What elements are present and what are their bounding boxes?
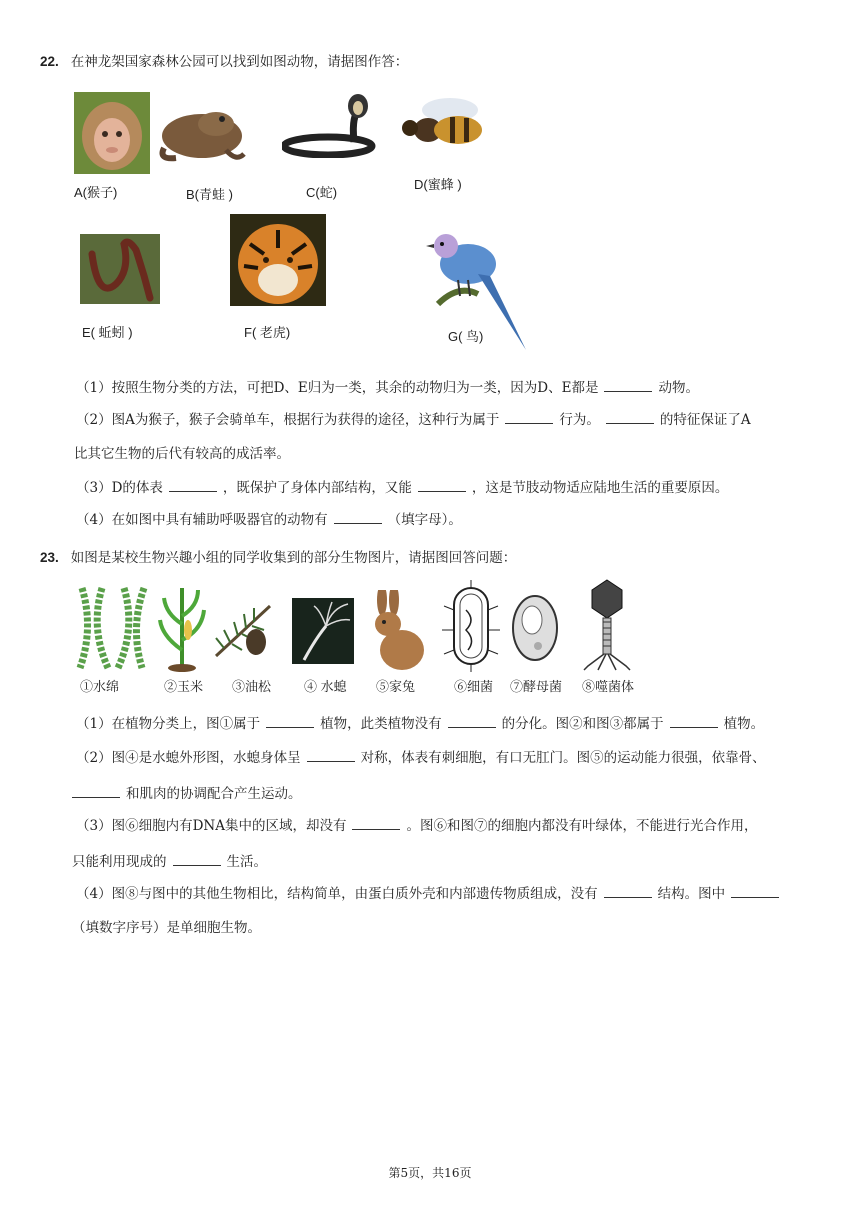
bacteriophage-image (582, 578, 632, 672)
answer-blank[interactable] (334, 511, 382, 524)
caption-c: C(蛇) (306, 185, 338, 200)
bacteria-image (440, 580, 502, 672)
caption-5: ⑤家兔 (376, 679, 416, 694)
caption-4: ④ 水螅 (304, 679, 347, 694)
q22-sub-2-continued: 比其它生物的后代有较高的成活率。 (74, 446, 290, 462)
caption-f: F( 老虎) (244, 325, 291, 340)
answer-blank[interactable] (418, 479, 466, 492)
answer-blank[interactable] (604, 885, 652, 898)
q22-sub-3: （3）D的体表 ，既保护了身体内部结构，又能 ，这是节肢动物适应陆地生活的重要原因。 (76, 480, 729, 496)
q23-sub-3: （3）图⑥细胞内有DNA集中的区域，却没有 。图⑥和图⑦的细胞内都没有叶绿体，不能进行光合作用， (76, 818, 758, 834)
answer-blank[interactable] (266, 715, 314, 728)
q22-sub-2: （2）图A为猴子，猴子会骑单车，根据行为获得的途径，这种行为属于 行为。 的特征保证了A (76, 412, 751, 428)
caption-d: D(蜜蜂 ) (414, 177, 462, 192)
answer-blank[interactable] (307, 749, 355, 762)
q23-sub-1: （1）在植物分类上，图①属于 植物，此类植物没有 的分化。图②和图③都属于 植物。 (76, 716, 765, 732)
answer-blank[interactable] (731, 885, 779, 898)
q23-sub-3-continued: 只能利用现成的 生活。 (72, 854, 267, 870)
caption-a: A(猴子) (74, 185, 118, 200)
caption-g: G( 鸟) (448, 329, 484, 344)
earthworm-image (80, 234, 160, 304)
q22-sub-4: （4）在如图中具有辅助呼吸器官的动物有 （填字母）。 (76, 512, 462, 528)
caption-e: E( 蚯蚓 ) (82, 325, 133, 340)
caption-3: ③油松 (232, 679, 272, 694)
caption-6: ⑥细菌 (454, 679, 494, 694)
pine-image (212, 596, 276, 664)
caption-b: B(青蛙 ) (186, 187, 233, 202)
rabbit-image (362, 590, 428, 672)
answer-blank[interactable] (352, 817, 400, 830)
q23-sub-2-continued: 和肌肉的协调配合产生运动。 (72, 782, 302, 802)
caption-8: ⑧噬菌体 (582, 679, 635, 694)
q23-sub-4: （4）图⑧与图中的其他生物相比，结构简单，由蛋白质外壳和内部遗传物质组成，没有 结构。图中 (76, 884, 820, 904)
q23-sub-4-continued: （填数字序号）是单细胞生物。 (72, 920, 261, 936)
caption-2: ②玉米 (164, 679, 204, 694)
q22-sub-1: （1）按照生物分类的方法，可把D、E归为一类，其余的动物归为一类，因为D、E都是 动物。 (76, 380, 699, 396)
answer-blank[interactable] (606, 411, 654, 424)
answer-blank[interactable] (173, 853, 221, 866)
question-number: 23. (40, 550, 59, 565)
answer-blank[interactable] (670, 715, 718, 728)
monkey-image (74, 92, 150, 174)
answer-blank[interactable] (169, 479, 217, 492)
yeast-image (508, 590, 562, 664)
frog-image (156, 104, 248, 164)
caption-1: ①水绵 (80, 679, 120, 694)
bee-image (388, 90, 498, 160)
q23-sub-2: （2）图④是水螅外形图，水螅身体呈 对称，体表有刺细胞，有口无肛门。图⑤的运动能力很强，依靠骨、 (76, 750, 766, 766)
question-22-stem (40, 50, 408, 70)
question-text: 如图是某校生物兴趣小组的同学收集到的部分生物图片，请据图回答问题： (70, 550, 517, 566)
answer-blank[interactable] (72, 785, 120, 798)
answer-blank[interactable] (505, 411, 553, 424)
spirogyra-image (74, 586, 148, 670)
answer-blank[interactable] (448, 715, 496, 728)
snake-image (282, 92, 378, 158)
caption-7: ⑦酵母菌 (510, 679, 563, 694)
question-number: 22. (40, 54, 59, 69)
hydra-image (292, 598, 354, 664)
corn-image (158, 580, 206, 672)
answer-blank[interactable] (604, 379, 652, 392)
page-footer: 第5页，共16页 (388, 1166, 472, 1180)
question-23-stem (40, 546, 516, 566)
tiger-image (230, 214, 326, 306)
question-text: 在神龙架国家森林公园可以找到如图动物，请据图作答： (70, 54, 409, 70)
